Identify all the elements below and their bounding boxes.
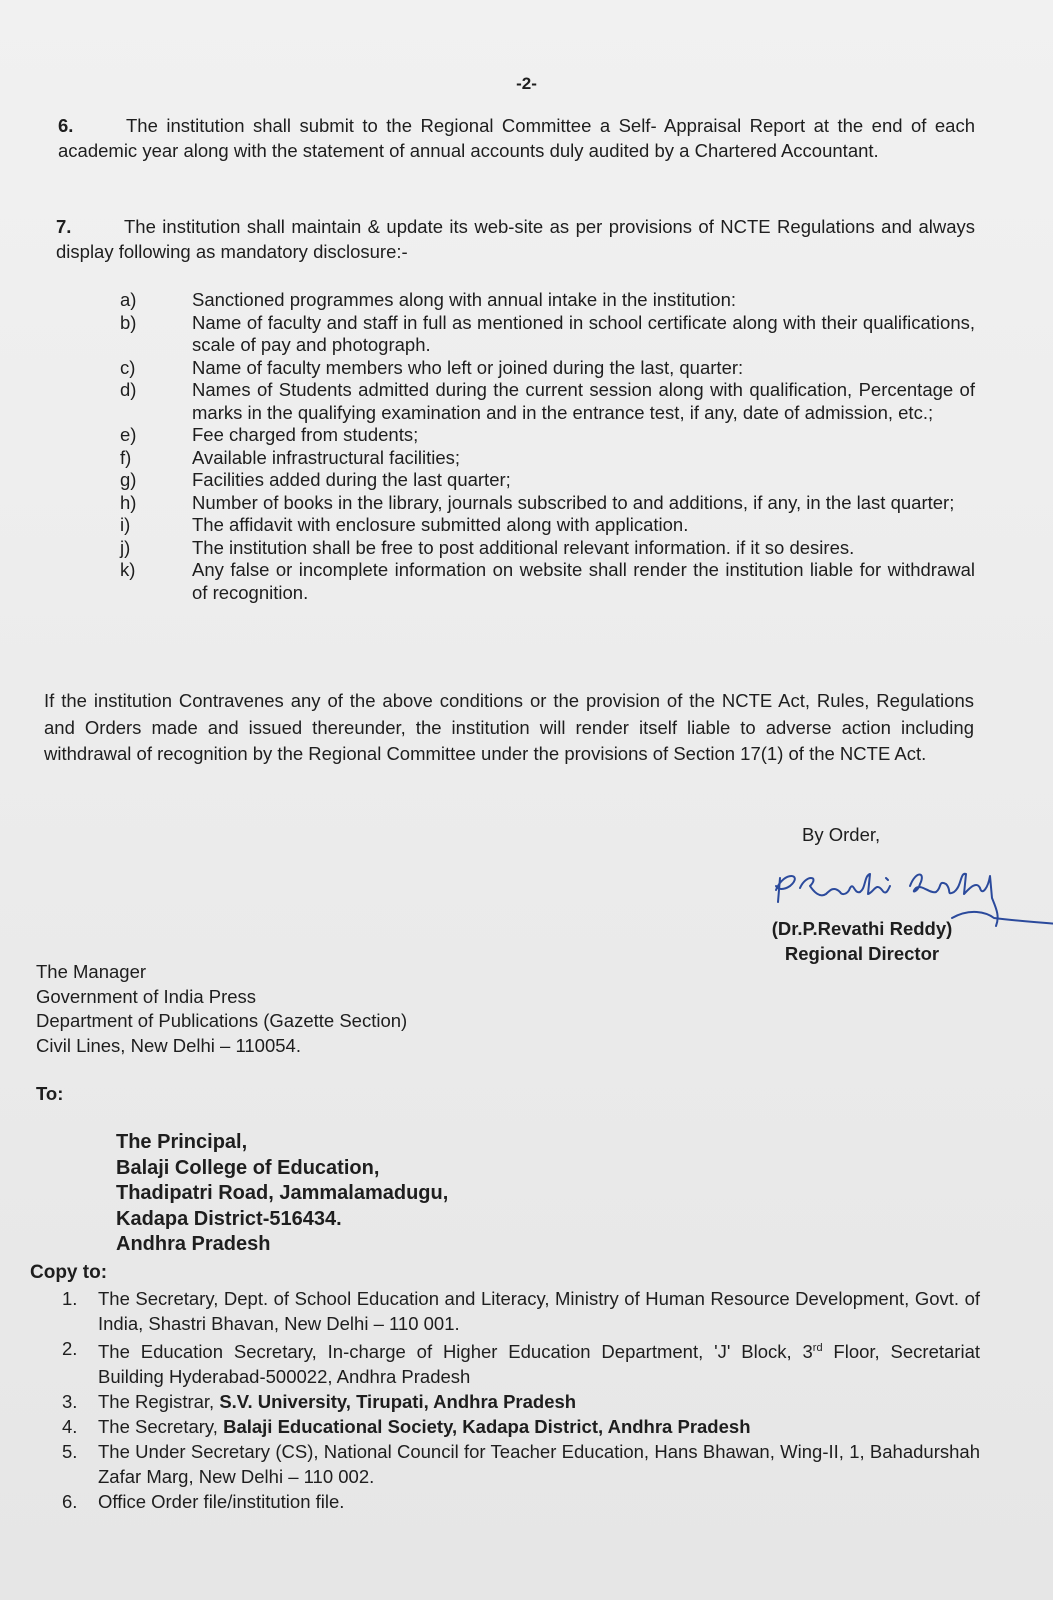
copy-list xyxy=(62,1286,980,1514)
paragraph-7-number: 7. xyxy=(56,216,72,237)
list-marker: e) xyxy=(120,424,137,445)
paragraph-6-number: 6. xyxy=(58,115,74,136)
paragraph-7-text: The institution shall maintain & update its web-site as per provisions of NCTE Regulations and always display following as mandatory disclosure:- xyxy=(56,216,975,262)
list-item xyxy=(120,514,975,537)
address-line: Andhra Pradesh xyxy=(116,1233,271,1255)
list-marker: h) xyxy=(120,491,137,513)
copy-item xyxy=(62,1489,980,1514)
copy-item xyxy=(62,1389,980,1414)
list-marker: d) xyxy=(120,379,137,400)
address-line: The Manager xyxy=(36,961,147,982)
list-item xyxy=(120,289,975,312)
copy-text-bold: S.V. University, Tirupati, Andhra Pradesh xyxy=(219,1391,577,1413)
copy-text xyxy=(98,1336,980,1389)
ordinal-superscript: rd xyxy=(812,1342,823,1354)
copy-text-part: The Education Secretary, In-charge of Higher Education Department, 'J' Block, 3 xyxy=(98,1341,813,1363)
list-item xyxy=(120,492,975,515)
list-item xyxy=(120,379,975,424)
paragraph-6 xyxy=(58,113,975,163)
list-text: The affidavit with enclosure submitted along with application. xyxy=(192,514,689,535)
address-line: Government of India Press xyxy=(36,985,257,1007)
copy-item xyxy=(62,1336,980,1389)
list-marker: c) xyxy=(120,356,136,378)
list-text: Name of faculty and staff in full as mentioned in school certificate along with their qualifications, scale of pay and photograph. xyxy=(192,311,975,355)
list-item xyxy=(120,312,975,357)
copy-text: The Under Secretary (CS), National Council for Teacher Education, Hans Bhawan, Wing-II, 1, Bahadurshah Zafar Marg, New Delhi – 110 002. xyxy=(98,1441,980,1488)
paragraph-7 xyxy=(56,214,975,264)
list-item xyxy=(120,559,975,604)
copy-text-bold: Balaji Educational Society, Kadapa District, Andhra Pradesh xyxy=(223,1416,751,1438)
list-marker: a) xyxy=(120,289,137,310)
copy-text-part: The Registrar, xyxy=(98,1391,220,1413)
address-line: Kadapa District-516434. xyxy=(116,1207,342,1230)
signatory-block xyxy=(752,916,972,966)
address-line: The Principal, xyxy=(116,1131,248,1153)
by-order-label: By Order, xyxy=(802,824,881,845)
list-item xyxy=(120,469,975,492)
address-line: Balaji College of Education, xyxy=(116,1156,380,1179)
copy-text-part: The Secretary, xyxy=(98,1416,224,1438)
address-line: Department of Publications (Gazette Section) xyxy=(36,1010,408,1031)
list-text: Any false or incomplete information on website shall render the institution liable for withdrawal of recognition. xyxy=(192,559,975,603)
list-item xyxy=(120,357,975,380)
list-marker: g) xyxy=(120,469,137,490)
copy-number: 4. xyxy=(62,1416,78,1438)
list-item xyxy=(120,424,975,447)
list-item xyxy=(120,447,975,470)
list-text: Fee charged from students; xyxy=(192,424,419,445)
copy-text xyxy=(98,1389,980,1414)
copy-number: 5. xyxy=(62,1441,78,1463)
list-text: Facilities added during the last quarter; xyxy=(192,469,511,490)
copy-item xyxy=(62,1414,980,1439)
address-line: Thadipatri Road, Jammalamadugu, xyxy=(116,1182,449,1204)
closing-paragraph: If the institution Contravenes any of the above conditions or the provision of the NCTE Act, Rules, Regulations and Orders made and issued thereunder, the institution will render itself liable to adverse action including withdrawal of recognition by the Regional Committee under the provisions of Section 17(1) of the NCTE Act. xyxy=(44,690,974,764)
address-line: Civil Lines, New Delhi – 110054. xyxy=(36,1034,301,1056)
copy-text-part: Floor, Secretariat Building Hyderabad-500022, Andhra Pradesh xyxy=(98,1341,980,1388)
page-number: -2- xyxy=(516,74,537,93)
copy-to-label: Copy to: xyxy=(30,1262,108,1283)
list-text: Name of faculty members who left or joined during the last, quarter: xyxy=(192,356,744,378)
list-text: Available infrastructural facilities; xyxy=(192,446,461,468)
list-marker: b) xyxy=(120,311,137,333)
copy-item xyxy=(62,1286,980,1336)
recipient-address xyxy=(116,1130,448,1258)
copy-text xyxy=(98,1414,980,1439)
copy-number: 1. xyxy=(62,1288,78,1309)
press-address xyxy=(36,960,407,1058)
list-item xyxy=(120,537,975,560)
list-marker: k) xyxy=(120,559,136,580)
copy-number: 2. xyxy=(62,1338,78,1359)
paragraph-6-text: The institution shall submit to the Regional Committee a Self- Appraisal Report at the end of each academic year along with the statement of annual accounts duly audited by a Chartered Accountant. xyxy=(58,115,975,161)
list-marker: f) xyxy=(120,446,132,468)
to-label: To: xyxy=(36,1083,64,1104)
copy-number: 6. xyxy=(62,1491,78,1513)
list-marker: j) xyxy=(120,536,131,558)
signatory-name: (Dr.P.Revathi Reddy) xyxy=(771,918,953,939)
signatory-title: Regional Director xyxy=(784,943,940,964)
copy-text: The Secretary, Dept. of School Education and Literacy, Ministry of Human Resource Development, Govt. of India, Shastri Bhavan, New Delhi – 110 001. xyxy=(98,1288,980,1334)
copy-item xyxy=(62,1439,980,1489)
copy-text: Office Order file/institution file. xyxy=(98,1491,345,1513)
disclosure-list xyxy=(120,289,975,604)
list-marker: i) xyxy=(120,514,131,535)
list-text: Names of Students admitted during the current session along with qualification, Percentage of marks in the qualifying examination and in the entrance test, if any, date of admission, etc.; xyxy=(192,379,975,423)
list-text: The institution shall be free to post additional relevant information. if it so desires. xyxy=(192,536,855,558)
copy-number: 3. xyxy=(62,1391,78,1413)
list-text: Number of books in the library, journals subscribed to and additions, if any, in the last quarter; xyxy=(192,491,955,513)
list-text: Sanctioned programmes along with annual intake in the institution: xyxy=(192,289,737,310)
